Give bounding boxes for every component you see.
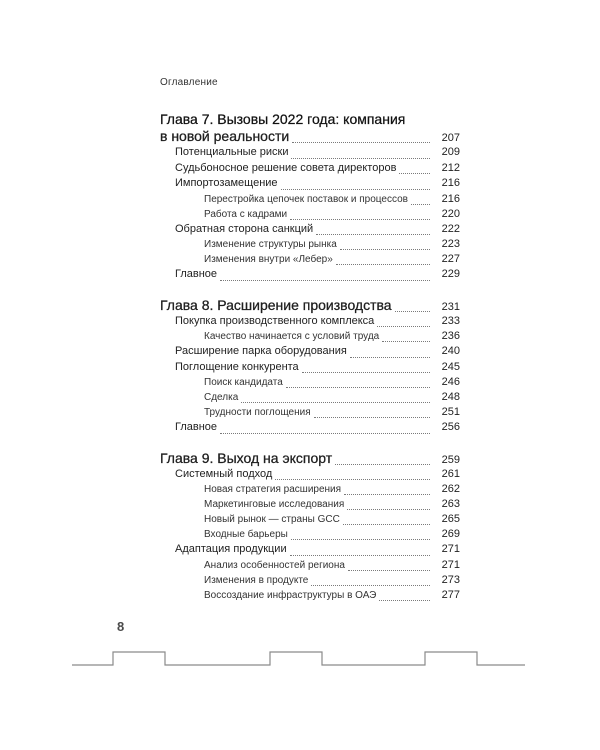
toc-entry-page: 265 bbox=[441, 513, 460, 525]
dot-leader bbox=[382, 340, 430, 342]
running-head: Оглавление bbox=[160, 77, 218, 88]
toc-entry-label: Потенциальные риски bbox=[175, 146, 289, 158]
dot-leader bbox=[241, 401, 430, 403]
toc-subsection-entry[interactable] bbox=[160, 483, 460, 498]
toc-subsection-entry[interactable] bbox=[160, 208, 460, 223]
toc-section-entry[interactable] bbox=[160, 315, 460, 331]
toc-section-entry[interactable] bbox=[160, 468, 460, 484]
toc-entry-page: 271 bbox=[441, 558, 460, 571]
toc-subsection-entry[interactable] bbox=[160, 330, 460, 345]
toc-entry-page: 222 bbox=[441, 222, 460, 235]
toc-entry-page: 263 bbox=[441, 498, 460, 510]
toc-entry-label: Изменения внутри «Лебер» bbox=[204, 254, 333, 265]
dot-leader bbox=[377, 325, 430, 327]
toc-section-entry[interactable] bbox=[160, 146, 460, 162]
toc-entry-page: 233 bbox=[441, 314, 460, 327]
toc-section-entry[interactable] bbox=[160, 268, 460, 284]
toc-entry-label: Системный подход bbox=[175, 467, 273, 480]
toc-section-entry[interactable] bbox=[160, 162, 460, 178]
toc-subsection-entry[interactable] bbox=[160, 238, 460, 253]
toc-subsection-entry[interactable] bbox=[160, 391, 460, 406]
dot-leader bbox=[220, 432, 430, 434]
toc-entry-page: 231 bbox=[441, 300, 460, 313]
toc-entry-page: 212 bbox=[441, 161, 460, 174]
dot-leader bbox=[340, 248, 430, 250]
toc-entry-label: Маркетинговые исследования bbox=[204, 499, 345, 510]
toc-subsection-entry[interactable] bbox=[160, 193, 460, 208]
toc-entry-page: 216 bbox=[441, 177, 460, 189]
dot-leader bbox=[335, 463, 430, 465]
toc-entry-page: 227 bbox=[441, 253, 460, 265]
toc-subsection-entry[interactable] bbox=[160, 559, 460, 574]
toc-entry-page: 246 bbox=[441, 376, 460, 388]
dot-leader bbox=[302, 371, 430, 373]
toc-entry-label: Поглощение конкурента bbox=[175, 360, 299, 373]
toc-entry-label: Главное bbox=[175, 268, 218, 280]
toc-entry-page: 251 bbox=[441, 406, 460, 418]
toc-subsection-entry[interactable] bbox=[160, 513, 460, 528]
toc-subsection-entry[interactable] bbox=[160, 498, 460, 513]
toc-entry-page: 256 bbox=[441, 421, 460, 433]
dot-leader bbox=[281, 188, 430, 190]
dot-leader bbox=[292, 141, 430, 143]
dot-leader bbox=[275, 478, 430, 480]
toc-subsection-entry[interactable] bbox=[160, 406, 460, 421]
toc-section-entry[interactable] bbox=[160, 421, 460, 437]
toc-entry-page: 223 bbox=[441, 238, 460, 250]
dot-leader bbox=[395, 310, 430, 312]
dot-leader bbox=[399, 172, 430, 174]
toc-entry-label: Анализ особенностей региона bbox=[204, 559, 345, 571]
toc-entry-label: Обратная сторона санкций bbox=[175, 222, 314, 235]
toc-entry-label: Главное bbox=[175, 421, 218, 433]
dot-leader bbox=[311, 584, 430, 586]
dot-leader bbox=[344, 493, 430, 495]
toc-chapter-entry[interactable] bbox=[160, 128, 460, 146]
toc-entry-label: Воссоздание инфраструктуры в ОАЭ bbox=[204, 589, 377, 601]
toc-entry-page: 262 bbox=[441, 483, 460, 495]
toc-entry-label: Судьбоносное решение совета директоров bbox=[175, 161, 397, 174]
toc-entry-page: 269 bbox=[441, 528, 460, 540]
toc-entry-label: Изменение структуры рынка bbox=[204, 239, 337, 250]
toc-entry-page: 220 bbox=[441, 207, 460, 220]
toc-entry-page: 236 bbox=[441, 330, 460, 342]
toc-section-entry[interactable] bbox=[160, 361, 460, 377]
toc-entry-label: Сделка bbox=[204, 392, 239, 403]
toc-subsection-entry[interactable] bbox=[160, 376, 460, 391]
toc-entry-page: 209 bbox=[441, 146, 460, 158]
dot-leader bbox=[336, 263, 430, 265]
toc-chapter-entry[interactable] bbox=[160, 450, 460, 468]
table-of-contents bbox=[160, 110, 460, 617]
dot-leader bbox=[348, 569, 430, 571]
toc-entry-label: Изменения в продукте bbox=[204, 574, 309, 586]
toc-section-entry[interactable] bbox=[160, 345, 460, 361]
toc-entry-label: Новый рынок — страны GCC bbox=[204, 514, 340, 525]
toc-entry-label: Глава 9. Выход на экспорт bbox=[160, 449, 333, 466]
footer-decoration bbox=[0, 640, 600, 680]
toc-entry-page: 271 bbox=[441, 543, 460, 555]
chapter-block bbox=[160, 450, 460, 604]
dot-leader bbox=[220, 279, 430, 281]
toc-entry-label: Перестройка цепочек поставок и процессов bbox=[204, 193, 408, 205]
toc-entry-label: Покупка производственного комплекса bbox=[175, 314, 375, 327]
dot-leader bbox=[286, 386, 430, 388]
toc-entry-label: Адаптация продукции bbox=[175, 543, 287, 555]
toc-entry-label: Входные барьеры bbox=[204, 529, 288, 540]
dot-leader bbox=[314, 416, 430, 418]
dot-leader bbox=[379, 599, 430, 601]
dot-leader bbox=[350, 356, 430, 358]
footer-stepped-line bbox=[72, 652, 525, 665]
toc-entry-page: 245 bbox=[441, 360, 460, 373]
toc-entry-page: 240 bbox=[441, 345, 460, 357]
toc-subsection-entry[interactable] bbox=[160, 528, 460, 543]
dot-leader bbox=[347, 508, 430, 510]
dot-leader bbox=[290, 554, 430, 556]
dot-leader bbox=[343, 523, 430, 525]
toc-entry-page: 261 bbox=[441, 467, 460, 480]
toc-entry-page: 277 bbox=[441, 588, 460, 601]
chapter-title: Глава 7. Вызовы 2022 года: компания bbox=[160, 111, 406, 127]
toc-entry-label: Работа с кадрами bbox=[204, 208, 288, 220]
toc-entry-label: Трудности поглощения bbox=[204, 407, 311, 418]
toc-entry-label: Импортозамещение bbox=[175, 177, 278, 189]
toc-entry-label: Поиск кандидата bbox=[204, 377, 283, 388]
dot-leader bbox=[411, 203, 430, 205]
toc-entry-page: 259 bbox=[441, 453, 460, 466]
dot-leader bbox=[291, 538, 430, 540]
toc-subsection-entry[interactable] bbox=[160, 253, 460, 268]
toc-entry-page: 273 bbox=[441, 573, 460, 586]
toc-entry-page: 216 bbox=[441, 192, 460, 205]
toc-entry-label: Расширение парка оборудования bbox=[175, 345, 347, 357]
chapter-block bbox=[160, 110, 460, 284]
toc-entry-page: 207 bbox=[441, 132, 460, 144]
toc-entry-page: 248 bbox=[441, 391, 460, 403]
toc-entry-page: 229 bbox=[441, 268, 460, 280]
toc-entry-label: Качество начинается с условий труда bbox=[204, 331, 380, 342]
dot-leader bbox=[316, 233, 430, 235]
chapter-block bbox=[160, 297, 460, 437]
toc-section-entry[interactable] bbox=[160, 543, 460, 559]
dot-leader bbox=[290, 218, 430, 220]
toc-entry-label: в новой реальности bbox=[160, 128, 290, 144]
dot-leader bbox=[291, 157, 430, 159]
page-number: 8 bbox=[117, 619, 125, 634]
toc-section-entry[interactable] bbox=[160, 177, 460, 193]
toc-subsection-entry[interactable] bbox=[160, 574, 460, 589]
toc-section-entry[interactable] bbox=[160, 223, 460, 239]
toc-entry-label: Новая стратегия расширения bbox=[204, 484, 342, 495]
toc-subsection-entry[interactable] bbox=[160, 589, 460, 604]
toc-chapter-entry[interactable] bbox=[160, 297, 460, 315]
toc-entry-label: Глава 8. Расширение производства bbox=[160, 296, 392, 313]
